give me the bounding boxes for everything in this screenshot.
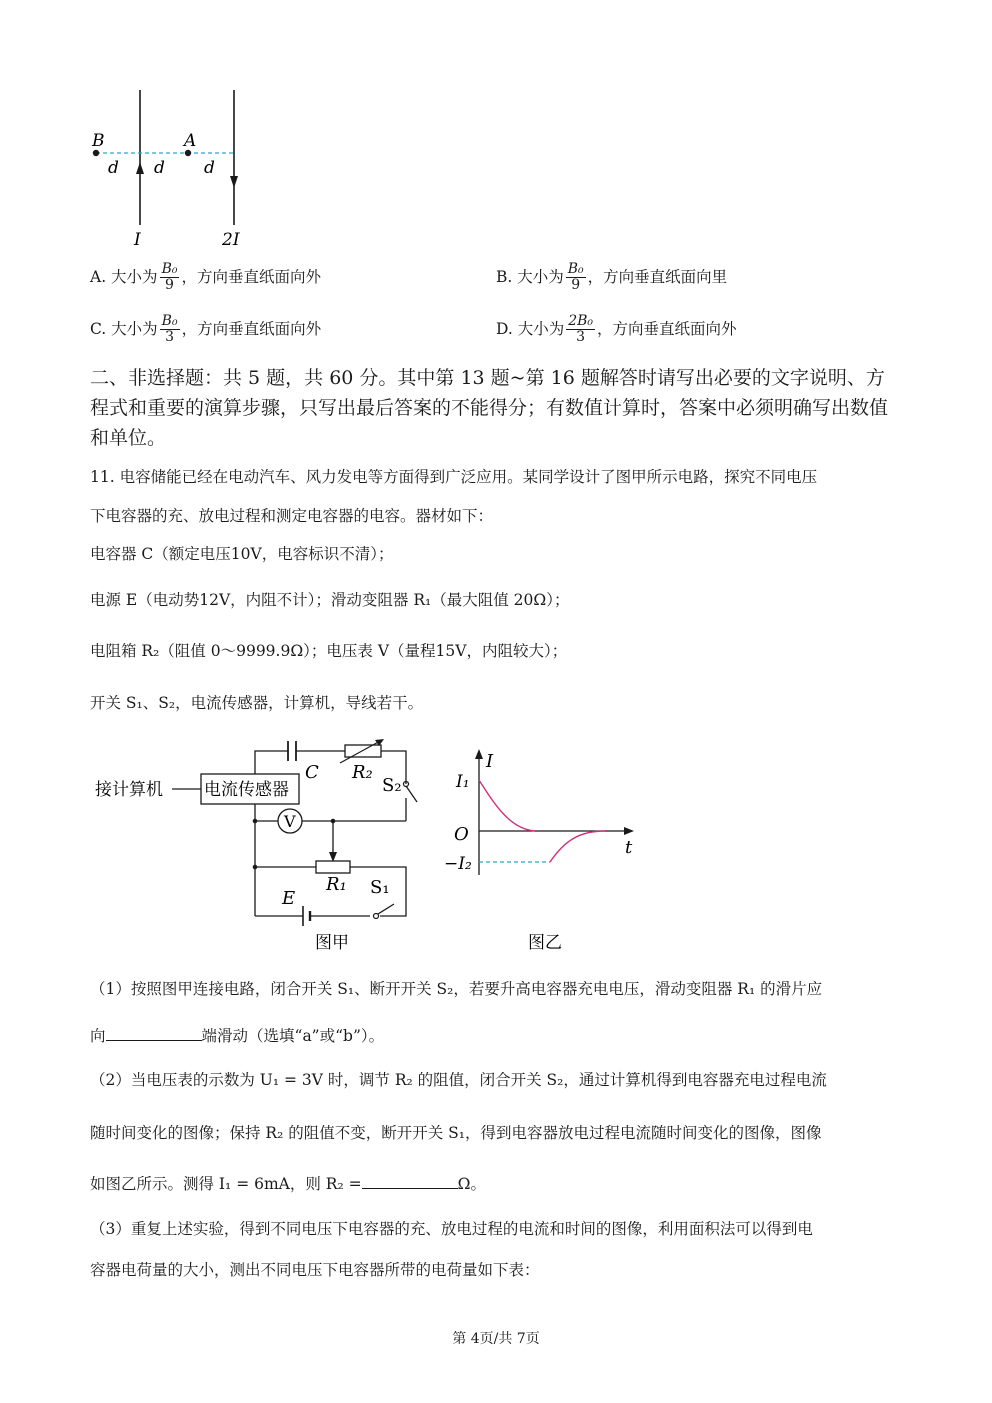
- option-b: [496, 262, 727, 294]
- current-graph: [440, 745, 650, 955]
- point-b-label: B: [92, 131, 105, 151]
- section-2-instructions: 二、非选择题：共 5 题，共 60 分。其中第 13 题~第 16 题解答时请写出必要的文字说明、方程式和重要的演算步骤，只写出最后答案的不能得分；有数值计算时，答案中必须明确写出数值和单位。: [90, 367, 889, 449]
- wire-figure: [80, 80, 280, 255]
- answer-blank-2[interactable]: [362, 1174, 458, 1189]
- option-d-num: 2B₀: [568, 313, 594, 329]
- s2-switch-blade: [406, 786, 417, 802]
- origin-label: O: [454, 824, 469, 845]
- option-c-prefix: C. 大小为: [90, 319, 158, 338]
- option-d: [496, 314, 737, 346]
- p2-line-1: （2）当电压表的示数为 U₁ = 3V 时，调节 R₂ 的阻值，闭合开关 S₂，通过计算机得到电容器充电过程电流: [90, 1071, 827, 1089]
- q11-item-1: 电容器 C（额定电压10V，电容标识不清）；: [90, 545, 394, 563]
- arrow-down-icon: [230, 176, 238, 188]
- top-branch-wire: [255, 751, 288, 774]
- option-a: [90, 262, 321, 294]
- p1-line-1: （1）按照图甲连接电路，闭合开关 S₁、断开开关 S₂，若要升高电容器充电电压，滑动变阻器 R₁ 的滑片应: [90, 980, 823, 998]
- p2-line-2: 随时间变化的图像；保持 R₂ 的阻值不变，断开开关 S₁，得到电容器放电过程电流随时间变化的图像，图像: [90, 1124, 822, 1142]
- option-a-den: 9: [165, 277, 174, 294]
- current-sensor-label: 电流传感器: [204, 780, 289, 800]
- gap-mid-label: d: [154, 158, 165, 178]
- s1-contact-icon: [374, 914, 379, 919]
- p2-line-3-pre: 如图乙所示。测得 I₁ = 6mA，则 R₂ =: [90, 1175, 362, 1193]
- p1-line-2-post: 端滑动（选填“a”或“b”）。: [201, 1027, 385, 1045]
- p3-line-1: （3）重复上述实验，得到不同电压下电容器的充、放电过程的电流和时间的图像，利用面积法可以得到电: [90, 1220, 813, 1238]
- option-c-den: 3: [165, 329, 175, 346]
- p2-line-3-post: Ω。: [457, 1175, 486, 1193]
- option-d-den: 3: [576, 329, 586, 346]
- r1-resistor-box: [316, 861, 350, 873]
- option-b-suffix: ，方向垂直纸面向里: [587, 267, 728, 286]
- gap-right-label: d: [204, 158, 215, 178]
- option-b-prefix: B. 大小为: [496, 267, 564, 286]
- p3-line-2: 容器电荷量的大小，测出不同电压下电容器所带的电荷量如下表：: [90, 1261, 540, 1279]
- r2-label: R₂: [352, 762, 373, 783]
- point-a-label: A: [184, 131, 197, 151]
- circuit-diagram: [90, 738, 430, 958]
- r1-label: R₁: [326, 874, 347, 895]
- p2-line-3: [90, 1172, 486, 1194]
- option-d-fraction: [566, 314, 595, 346]
- discharge-curve: [550, 831, 605, 862]
- option-b-num: B₀: [567, 261, 584, 277]
- r2-variable-arrow: [340, 740, 382, 763]
- y-axis-arrow-icon: [475, 749, 483, 759]
- answer-blank-1[interactable]: [106, 1026, 202, 1041]
- option-c-fraction: [160, 314, 180, 346]
- option-d-prefix: D. 大小为: [496, 319, 565, 338]
- q11-item-4: 开关 S₁、S₂，电流传感器，计算机，导线若干。: [90, 694, 424, 712]
- option-b-fraction: [566, 262, 586, 294]
- s1-switch-blade: [378, 904, 394, 914]
- i1-label: I₁: [456, 772, 470, 792]
- current-left-label: I: [134, 230, 141, 250]
- p1-line-2-pre: 向: [90, 1027, 106, 1045]
- q11-item-3: 电阻箱 R₂（阻值 0～9999.9Ω）；电压表 V（量程15V，内阻较大）；: [90, 642, 568, 660]
- charge-curve: [479, 780, 535, 831]
- computer-label: 接计算机: [95, 780, 163, 800]
- junction-dot-r1: [253, 865, 258, 870]
- q11-line-2: 下电容器的充、放电过程和测定电容器的电容。器材如下：: [90, 507, 494, 525]
- x-axis-arrow-icon: [624, 827, 634, 835]
- capacitor-label: C: [305, 762, 319, 783]
- battery-label: E: [282, 888, 296, 909]
- q11-line-1: 11. 电容储能已经在电动汽车、风力发电等方面得到广泛应用。某同学设计了图甲所示电路，探究不同电压: [90, 468, 818, 486]
- option-c-num: B₀: [161, 313, 178, 329]
- page-footer: 第 4页/共 7页: [452, 1331, 540, 1347]
- junction-dot-left: [253, 819, 258, 824]
- graph-caption: 图乙: [528, 933, 562, 953]
- option-a-prefix: A. 大小为: [90, 267, 158, 286]
- arrow-up-icon: [136, 162, 144, 174]
- circuit-caption: 图甲: [315, 933, 349, 953]
- s1-label: S₁: [370, 877, 390, 898]
- current-right-label: 2I: [222, 230, 240, 250]
- option-a-fraction: [160, 262, 180, 294]
- option-b-den: 9: [571, 277, 581, 294]
- q11-item-2: 电源 E（电动势12V，内阻不计）；滑动变阻器 R₁（最大阻值 20Ω）；: [90, 591, 570, 609]
- option-a-suffix: ，方向垂直纸面向外: [181, 267, 321, 286]
- junction-dot-slider: [331, 819, 336, 824]
- i2-label: −I₂: [444, 854, 472, 874]
- option-c: [90, 314, 321, 346]
- x-axis-label: t: [625, 837, 633, 858]
- option-c-suffix: ，方向垂直纸面向外: [181, 319, 322, 338]
- option-a-num: B₀: [161, 261, 178, 277]
- y-axis-label: I: [486, 751, 494, 772]
- voltmeter-label: V: [284, 812, 296, 831]
- s2-label: S₂: [382, 775, 402, 796]
- option-d-suffix: ，方向垂直纸面向外: [597, 319, 737, 338]
- gap-left-label: d: [108, 158, 119, 178]
- p1-line-2: [90, 1024, 384, 1046]
